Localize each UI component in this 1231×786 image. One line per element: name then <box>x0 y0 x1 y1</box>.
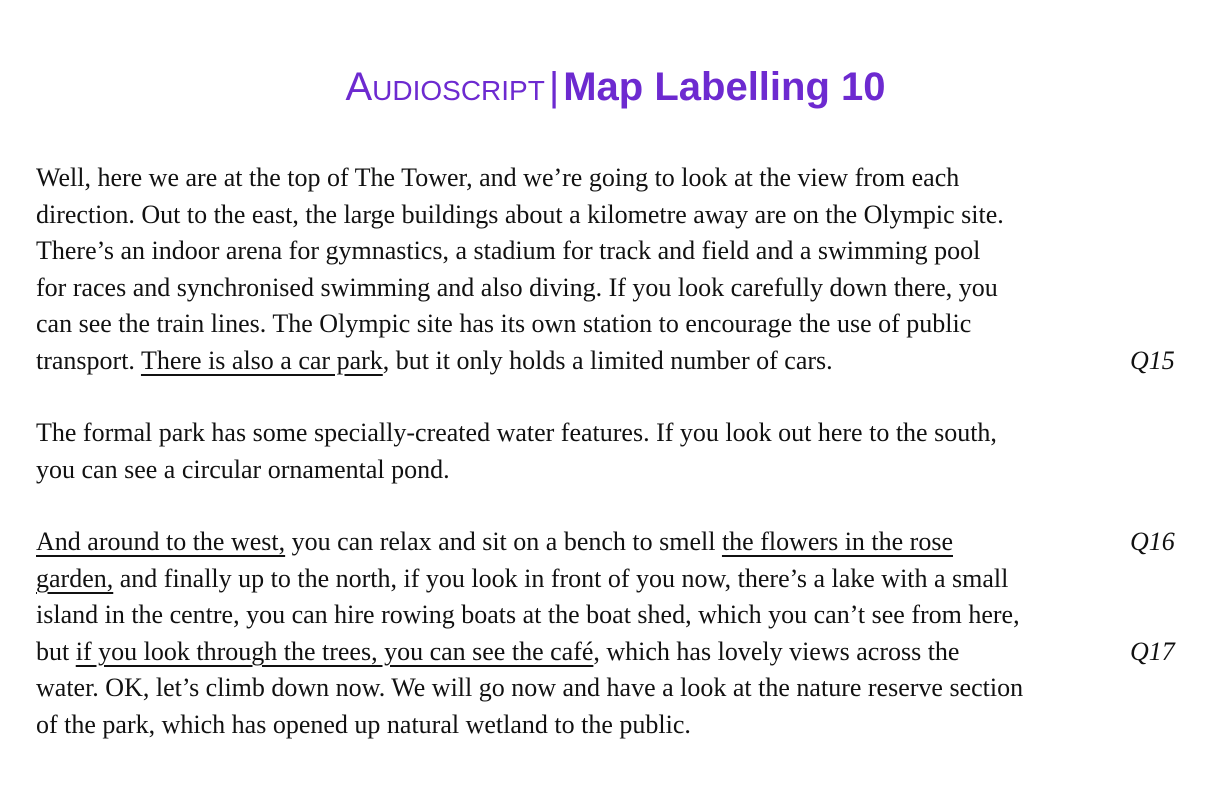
text-segment: , which has lovely views across the <box>593 636 960 666</box>
underlined-answer-text: garden, <box>36 563 114 593</box>
text-line <box>36 561 1216 598</box>
text-line <box>36 270 1216 307</box>
question-number-label: Q15 <box>1130 345 1175 375</box>
text-segment: water. OK, let’s climb down now. We will go now and have a look at the nature reserve section <box>36 673 1024 703</box>
text-segment: direction. Out to the east, the large buildings about a kilometre away are on the Olympic site. <box>36 199 1004 229</box>
text-segment: for races and synchronised swimming and also diving. If you look carefully down there, you <box>36 272 998 302</box>
text-line <box>36 634 1216 671</box>
paragraph-west-north <box>36 524 1216 744</box>
text-segment: can see the train lines. The Olympic site has its own station to encourage the use of public <box>36 309 972 339</box>
title-prefix: Audioscript <box>345 65 545 109</box>
text-line <box>36 197 1216 234</box>
text-segment: but <box>36 636 76 666</box>
text-line <box>36 233 1216 270</box>
text-line <box>36 597 1216 634</box>
text-segment: transport. <box>36 345 141 375</box>
paragraph-south <box>36 415 1216 488</box>
title-main: Map Labelling 10 <box>563 65 886 109</box>
text-segment: , but it only holds a limited number of cars. <box>382 345 833 375</box>
underlined-answer-text: And around to the west, <box>36 527 286 556</box>
text-segment: Well, here we are at the top of The Tower, and we’re going to look at the view from each <box>36 163 960 192</box>
underlined-answer-text: There is also a car park <box>140 345 383 375</box>
page-title <box>0 62 1231 112</box>
text-segment: and finally up to the north, if you look in front of you now, there’s a lake with a small <box>113 563 1009 593</box>
question-number-label: Q16 <box>1130 527 1175 556</box>
text-segment: of the park, which has opened up natural wetland to the public. <box>36 709 691 739</box>
text-line <box>36 524 1216 561</box>
text-segment: There’s an indoor arena for gymnastics, a stadium for track and field and a swimming pool <box>36 236 981 266</box>
text-segment: island in the centre, you can hire rowing boats at the boat shed, which you can’t see from here, <box>36 600 1020 630</box>
text-line <box>36 452 1216 489</box>
text-line <box>36 707 1216 744</box>
text-line <box>36 415 1216 452</box>
text-line <box>36 160 1216 197</box>
text-segment: you can relax and sit on a bench to smell <box>285 527 722 556</box>
title-separator: | <box>548 65 560 109</box>
paragraph-east <box>36 160 1216 380</box>
text-line <box>36 306 1216 343</box>
question-number-label: Q17 <box>1130 636 1175 666</box>
text-segment: The formal park has some specially-created water features. If you look out here to the south, <box>36 418 997 447</box>
underlined-answer-text: if you look through the trees, you can see the café <box>75 636 594 666</box>
text-segment: you can see a circular ornamental pond. <box>36 454 450 484</box>
underlined-answer-text: the flowers in the rose <box>721 527 953 556</box>
text-line <box>36 670 1216 707</box>
text-line <box>36 343 1216 380</box>
